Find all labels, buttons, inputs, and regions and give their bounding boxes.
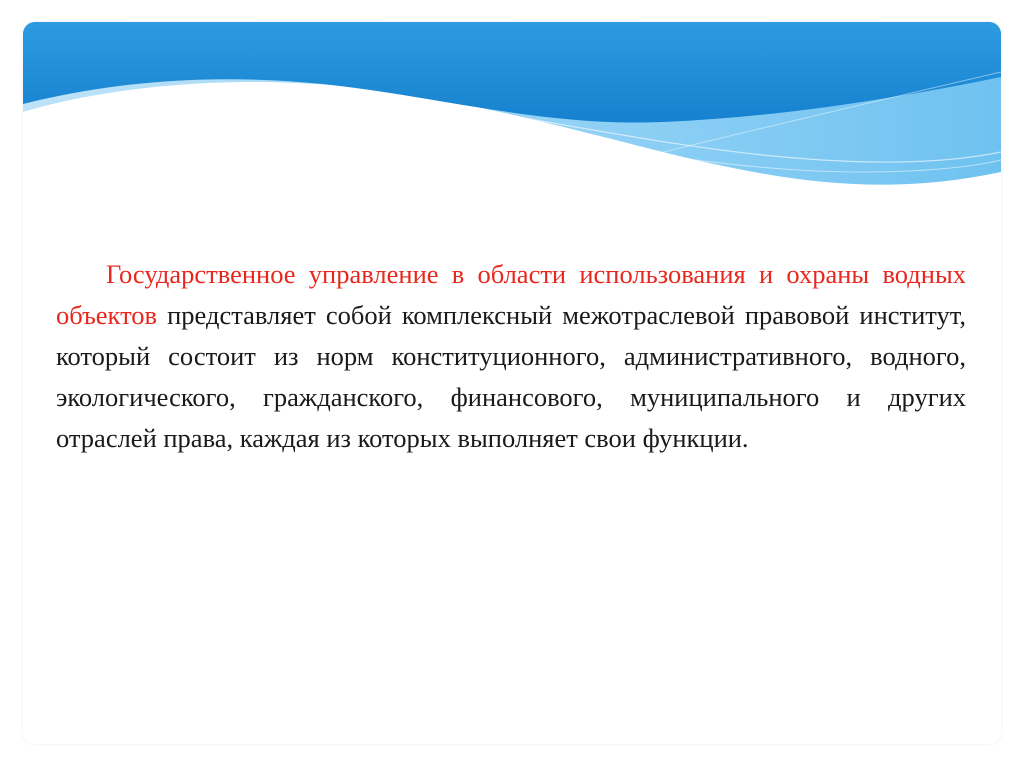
- paragraph-body-text: представляет собой комплексный межотраслевой правовой институт, который состоит из норм конституционного, административного, водного, экологического, гражданского, финансового, муниципального и других отраслей права, каждая из которых выполняет свои функции.: [56, 300, 966, 453]
- slide-paragraph: [56, 254, 966, 459]
- slide: [23, 22, 1001, 744]
- header-wave-decoration: [23, 22, 1001, 197]
- highlighted-heading-text: Государственное управление в области использования и охраны водных объектов: [56, 259, 966, 330]
